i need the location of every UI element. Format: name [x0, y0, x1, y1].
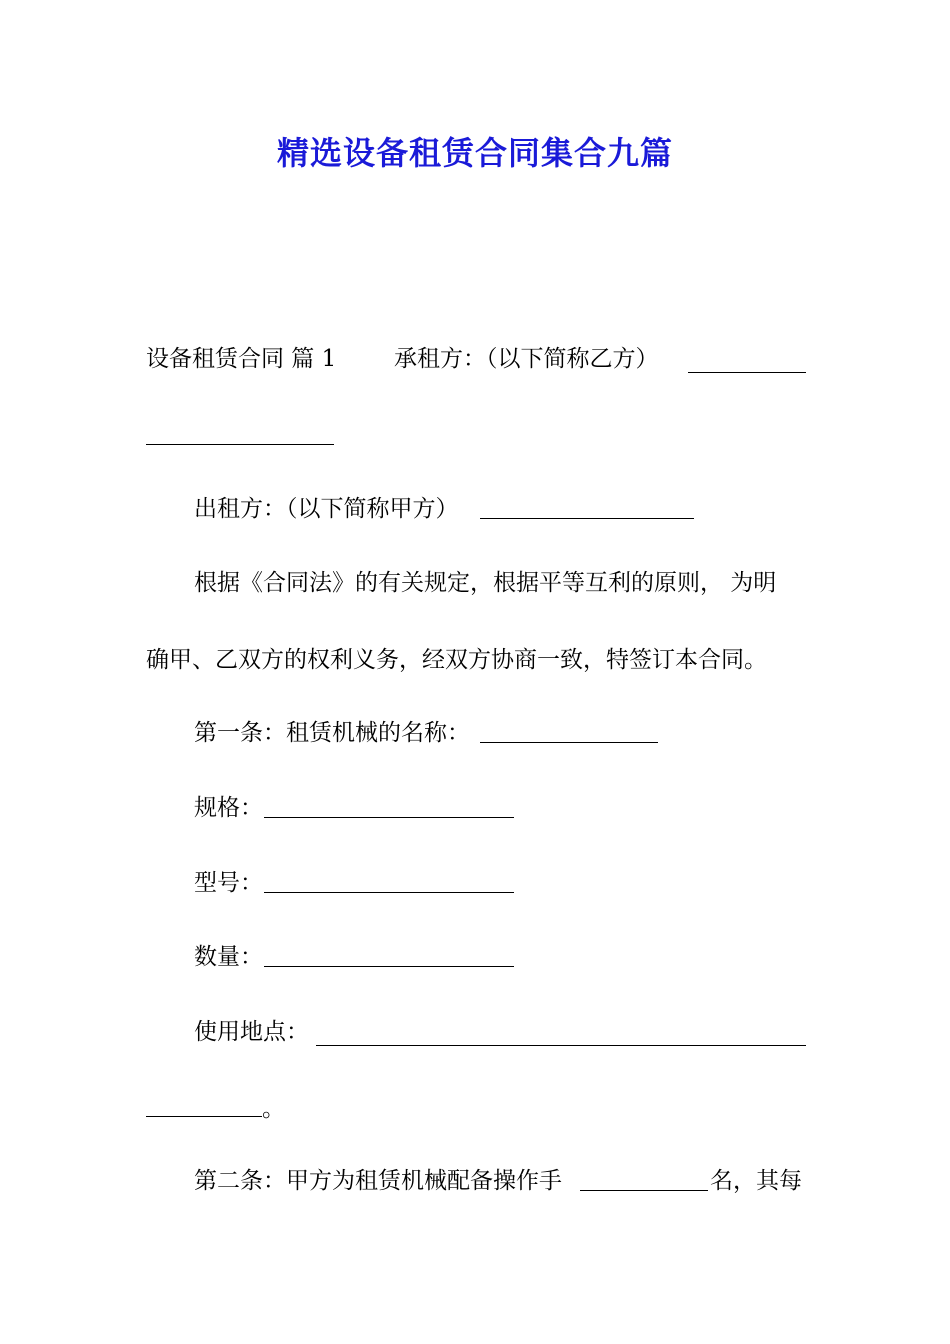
location-end-line: [262, 1094, 285, 1124]
spec-label: 规格：: [194, 795, 263, 821]
quantity-label: 数量：: [194, 944, 263, 970]
spec-blank: [264, 795, 514, 818]
location-blank-1: [316, 1023, 806, 1046]
article2-text-2: 名，其每: [710, 1168, 802, 1194]
model-blank: [264, 870, 514, 893]
spec-line: [194, 793, 263, 823]
operator-count-blank: [580, 1168, 708, 1191]
lessor-blank: [480, 496, 694, 519]
intro-line-1: [194, 568, 776, 598]
article2-text-1: 第二条：甲方为租赁机械配备操作手: [194, 1168, 562, 1194]
quantity-blank: [264, 944, 514, 967]
intro-text-2: 确甲、乙双方的权利义务，经双方协商一致，特签订本合同。: [146, 647, 767, 673]
intro-line-2: [146, 645, 767, 675]
lessee-blank-2: [146, 422, 334, 445]
location-blank-2: [146, 1094, 262, 1117]
contract-heading: 设备租赁合同 篇 1: [146, 346, 337, 372]
article2-line-end: [710, 1166, 802, 1196]
location-end: 。: [262, 1096, 285, 1122]
model-label: 型号：: [194, 870, 263, 896]
lessor-line: [194, 494, 459, 524]
quantity-line: [194, 942, 263, 972]
document-title: 精选设备租赁合同集合九篇: [276, 134, 673, 172]
lessee-line: [394, 344, 659, 374]
intro-text-1: 根据《合同法》的有关规定，根据平等互利的原则， 为明: [194, 570, 777, 596]
article2-line: [194, 1166, 562, 1196]
article1-line: [194, 718, 470, 748]
model-line: [194, 868, 263, 898]
heading-line: [146, 344, 336, 374]
lessor-label: 出租方：（以下简称甲方）: [194, 496, 459, 522]
lessee-blank-1: [688, 350, 806, 373]
location-label: 使用地点：: [194, 1019, 309, 1045]
location-line: [194, 1017, 309, 1047]
lessee-label: 承租方：（以下简称乙方）: [394, 346, 659, 372]
machine-name-blank: [480, 720, 658, 743]
article1-label: 第一条：租赁机械的名称：: [194, 720, 470, 746]
